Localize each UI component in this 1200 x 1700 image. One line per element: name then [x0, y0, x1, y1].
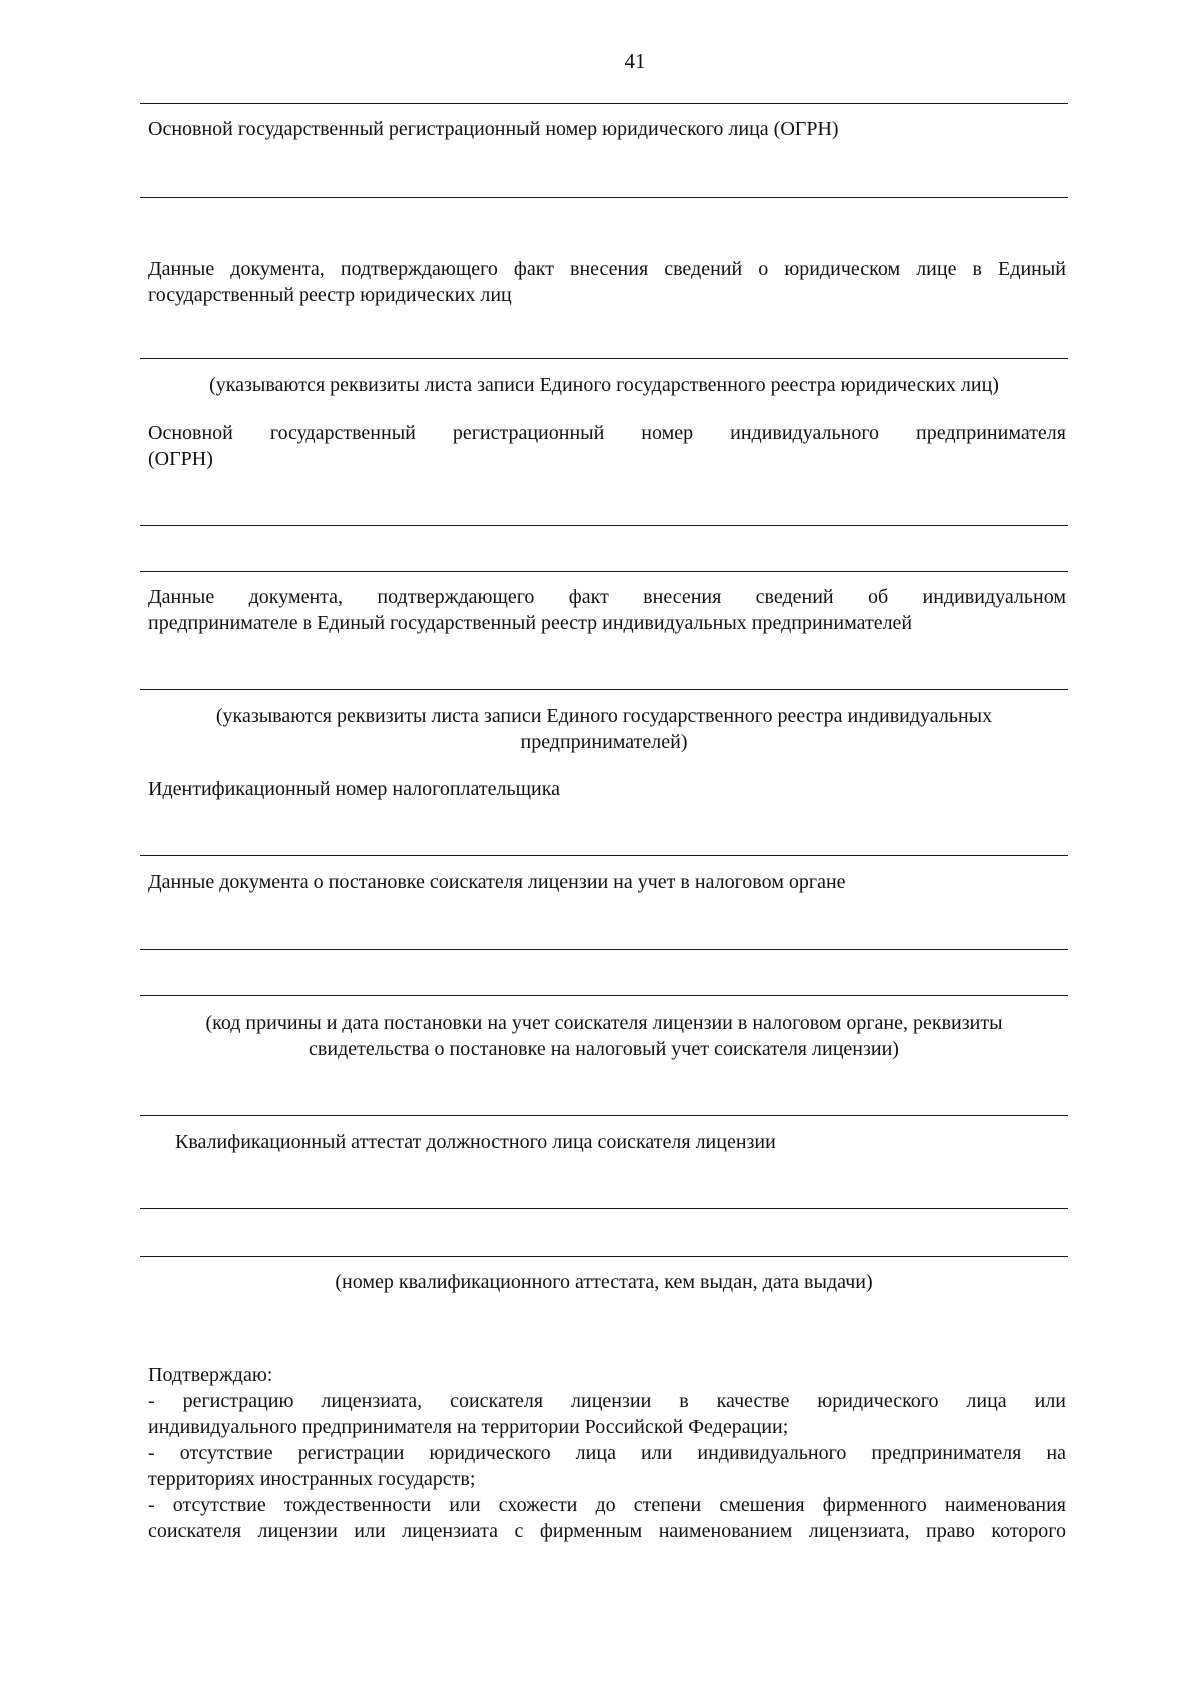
egrip-doc-label-line2: предпринимателе в Единый государственный реестр индивидуальных предпринимателей	[148, 612, 913, 634]
tax-caption-line2: свидетельства о постановке на налоговый учет соискателя лицензии)	[309, 1038, 899, 1060]
confirmation-item3-line2: соискателя лицензии или лицензиата с фирменным наименованием лицензиата, право которого	[148, 1520, 1066, 1542]
egrip-caption-line2: предпринимателей)	[520, 731, 688, 753]
egrul-caption: (указываются реквизиты листа записи Единого государственного реестра юридических лиц)	[209, 374, 999, 396]
confirmation-item2-line1: - отсутствие регистрации юридического лица или индивидуального предпринимателя на	[148, 1442, 1066, 1464]
egrul-doc-fill-line	[140, 358, 1068, 359]
ogrn-legal-fill-line	[140, 197, 1068, 198]
egrul-doc-label-line2: государственный реестр юридических лиц	[148, 284, 512, 306]
tax-doc-fill-line	[140, 949, 1068, 950]
qualification-fill-line	[140, 1208, 1068, 1209]
qualification-fill-line	[140, 1256, 1068, 1257]
qualification-label: Квалификационный аттестат должностного лица соискателя лицензии	[175, 1131, 776, 1153]
page-number: 41	[624, 49, 646, 73]
egrip-doc-fill-line	[140, 689, 1068, 690]
divider-line	[140, 103, 1068, 104]
confirmation-heading: Подтверждаю:	[148, 1364, 273, 1386]
ogrn-legal-label: Основной государственный регистрационный номер юридического лица (ОГРН)	[148, 118, 839, 140]
ogrnip-label-line2: (ОГРН)	[148, 448, 213, 470]
confirmation-item2-line2: территориях иностранных государств;	[148, 1468, 476, 1490]
qualification-caption: (номер квалификационного аттестата, кем выдан, дата выдачи)	[335, 1271, 873, 1293]
egrip-doc-label-line1: Данные документа, подтверждающего факт внесения сведений об индивидуальном	[148, 586, 1066, 608]
divider-line	[140, 995, 1068, 996]
confirmation-item3-line1: - отсутствие тождественности или схожести до степени смешения фирменного наименования	[148, 1494, 1066, 1516]
confirmation-item1-line1: - регистрацию лицензиата, соискателя лицензии в качестве юридического лица или	[148, 1390, 1066, 1412]
divider-line	[140, 1115, 1068, 1116]
tax-doc-label: Данные документа о постановке соискателя лицензии на учет в налоговом органе	[148, 871, 846, 893]
ogrnip-label-line1: Основной государственный регистрационный номер индивидуального предпринимателя	[148, 422, 1066, 444]
egrip-caption-line1: (указываются реквизиты листа записи Единого государственного реестра индивидуальных	[215, 705, 993, 727]
confirmation-item1-line2: индивидуального предпринимателя на территории Российской Федерации;	[148, 1416, 789, 1438]
ogrnip-fill-line	[140, 525, 1068, 526]
inn-fill-line	[140, 855, 1068, 856]
inn-label: Идентификационный номер налогоплательщика	[148, 778, 561, 800]
egrul-doc-label-line1: Данные документа, подтверждающего факт внесения сведений о юридическом лице в Единый	[148, 258, 1066, 280]
tax-caption-line1: (код причины и дата постановки на учет соискателя лицензии в налоговом органе, реквизиты	[205, 1012, 1003, 1034]
divider-line	[140, 571, 1068, 572]
